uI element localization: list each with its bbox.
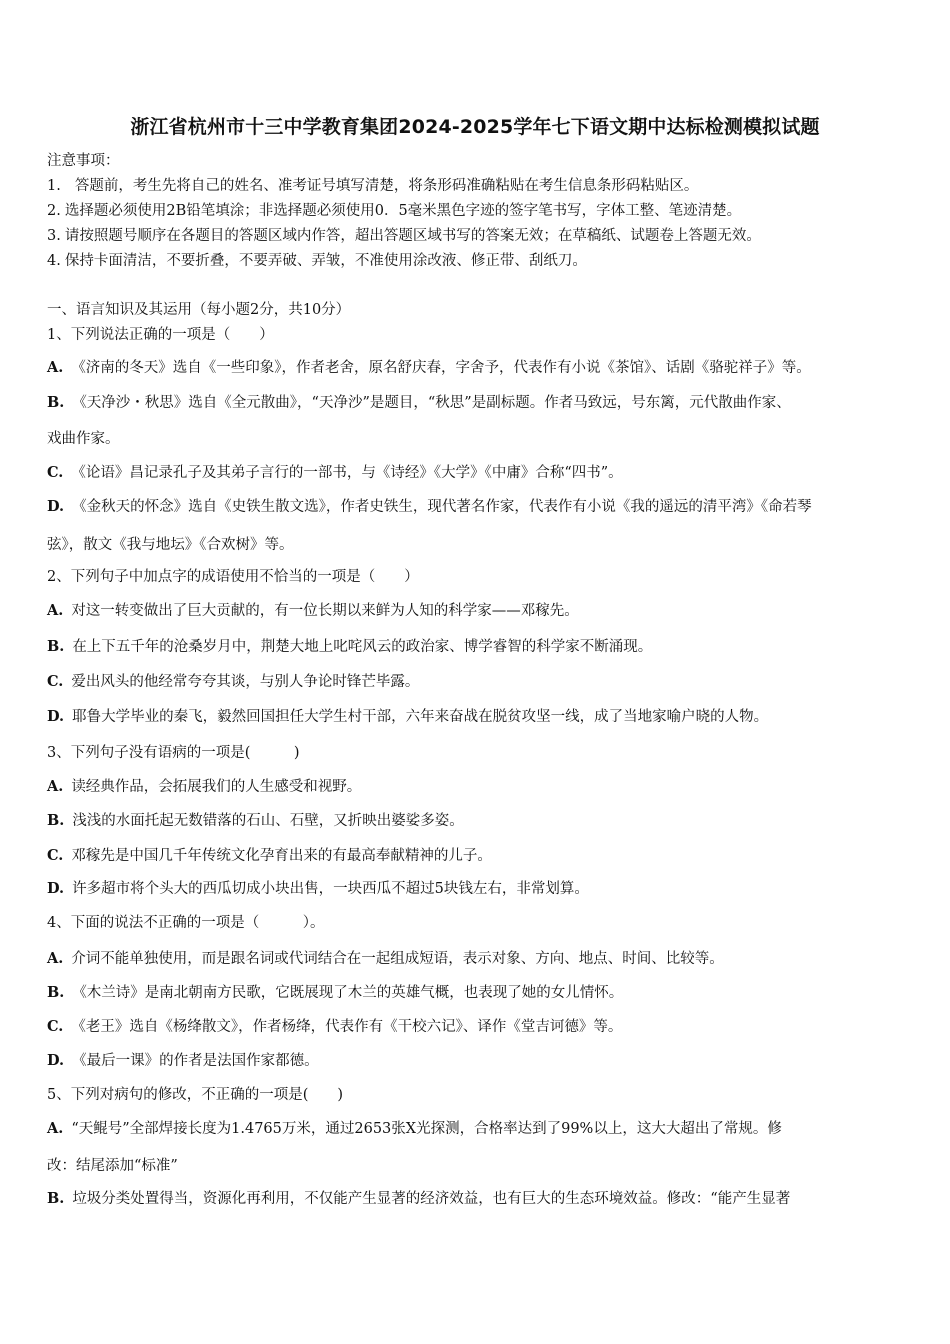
option-line — [47, 811, 464, 831]
option-text: 在上下五千年的沧桑岁月中，荆楚大地上叱咤风云的政治家、博学睿智的科学家不断涌现。 — [72, 639, 653, 655]
option-line — [47, 949, 724, 969]
option-text: 介词不能单独使用，而是跟名词或代词结合在一起组成短语，表示对象、方向、地点、时间、比较等。 — [71, 951, 724, 967]
option-line — [47, 463, 623, 483]
option-line — [47, 1189, 790, 1209]
notice-item — [47, 226, 761, 246]
question-stem: 2、下列句子中加点字的成语使用不恰当的一项是（ ） — [47, 569, 419, 585]
option-line — [47, 358, 811, 378]
notice-item-text: 保持卡面清洁，不要折叠，不要弄破、弄皱，不准使用涂改液、修正带、刮纸刀。 — [64, 253, 587, 269]
notice-item-number: 4. — [47, 253, 61, 269]
option-line — [47, 879, 589, 899]
option-continuation: 戏曲作家。 — [47, 431, 120, 447]
option-label: A. — [47, 950, 64, 967]
option-text: 《金秋天的怀念》选自《史铁生散文选》，作者史铁生，现代著名作家，代表作有小说《我的遥远的清平湾》《命若琴 — [72, 499, 812, 515]
notice-item — [47, 176, 698, 196]
option-label: B. — [47, 812, 65, 829]
option-line — [47, 393, 791, 413]
option-label: B. — [47, 1190, 65, 1207]
option-text: 对这一转变做出了巨大贡献的，有一位长期以来鲜为人知的科学家——邓稼先。 — [71, 603, 579, 619]
option-line — [47, 1017, 622, 1037]
option-label: D. — [47, 1052, 65, 1069]
option-label: D. — [47, 880, 65, 897]
option-line — [47, 983, 623, 1003]
option-text: 《济南的冬天》选自《一些印象》，作者老舍，原名舒庆春，字舍予，代表作有小说《茶馆》、话剧《骆驼祥子》等。 — [71, 360, 811, 376]
notice-item-text: 答题前，考生先将自己的姓名、准考证号填写清楚，将条形码准确粘贴在考生信息条形码粘贴区。 — [74, 178, 699, 194]
option-label: A. — [47, 359, 64, 376]
option-label: B. — [47, 394, 65, 411]
notice-item — [47, 251, 587, 271]
option-label: C. — [47, 847, 64, 864]
option-text: 爱出风头的他经常夸夸其谈，与别人争论时锋芒毕露。 — [71, 674, 420, 690]
option-label: A. — [47, 602, 64, 619]
notice-item-text: 选择题必须使用2B铅笔填涂；非选择题必须使用0．5毫米黑色字迹的签字笔书写，字体工整、笔迹清楚。 — [64, 203, 742, 219]
option-text: 垃圾分类处置得当，资源化再利用，不仅能产生显著的经济效益，也有巨大的生态环境效益。修改：“能产生显著 — [72, 1191, 791, 1207]
notice-item-number: 3. — [47, 228, 61, 244]
question-stem: 1、下列说法正确的一项是（ ） — [47, 327, 274, 343]
option-label: A. — [47, 778, 64, 795]
option-text: 《木兰诗》是南北朝南方民歌，它既展现了木兰的英雄气概，也表现了她的女儿情怀。 — [72, 985, 624, 1001]
option-line — [47, 846, 492, 866]
option-line — [47, 637, 652, 657]
option-text: 许多超市将个头大的西瓜切成小块出售，一块西瓜不超过5块钱左右，非常划算。 — [72, 881, 589, 897]
notice-heading: 注意事项： — [47, 153, 120, 169]
option-line — [47, 672, 419, 692]
option-text: 《老王》选自《杨绛散文》，作者杨绛，代表作有《干校六记》、译作《堂吉诃德》等。 — [71, 1019, 623, 1035]
option-line — [47, 777, 361, 797]
option-text: 耶鲁大学毕业的秦飞，毅然回国担任大学生村干部，六年来奋战在脱贫攻坚一线，成了当地家喻户晓的人物。 — [72, 709, 769, 725]
option-label: D. — [47, 498, 65, 515]
option-label: D. — [47, 708, 65, 725]
option-line — [47, 707, 768, 727]
question-stem: 3、下列句子没有语病的一项是( ) — [47, 745, 300, 761]
option-line — [47, 1119, 782, 1139]
question-stem: 4、下面的说法不正确的一项是（ ）。 — [47, 915, 325, 931]
notice-item-number: 2. — [47, 203, 61, 219]
exam-title: 浙江省杭州市十三中学教育集团2024-2025学年七下语文期中达标检测模拟试题 — [130, 116, 820, 138]
notice-item-number: 1. — [47, 178, 61, 194]
option-line — [47, 497, 812, 517]
question-stem: 5、下列对病句的修改，不正确的一项是( ) — [47, 1087, 344, 1103]
option-text: 浅浅的水面托起无数错落的石山、石壁，又折映出婆娑多姿。 — [72, 813, 464, 829]
notice-item — [47, 201, 741, 221]
option-label: A. — [47, 1120, 64, 1137]
option-continuation: 改：结尾添加“标准” — [47, 1158, 178, 1174]
option-label: C. — [47, 1018, 64, 1035]
option-label: C. — [47, 464, 64, 481]
option-text: 《论语》昌记录孔子及其弟子言行的一部书，与《诗经》《大学》《中庸》合称“四书”。 — [71, 465, 623, 481]
option-label: B. — [47, 638, 65, 655]
section-heading: 一、语言知识及其运用（每小题2分，共10分） — [47, 302, 351, 318]
option-continuation: 弦》，散文《我与地坛》《合欢树》等。 — [47, 537, 294, 553]
option-text: 读经典作品，会拓展我们的人生感受和视野。 — [71, 779, 362, 795]
option-text: 邓稼先是中国几千年传统文化孕育出来的有最高奉献精神的儿子。 — [71, 848, 492, 864]
option-text: 《天净沙・秋思》选自《全元散曲》，“天净沙”是题目，“秋思”是副标题。作者马致远，号东篱，元代散曲作家、 — [72, 395, 791, 411]
option-text: 《最后一课》的作者是法国作家都德。 — [72, 1053, 319, 1069]
option-text: “天鲲号”全部焊接长度为1.4765万米，通过2653张X光探测，合格率达到了99%以上，这大大超出了常规。修 — [71, 1121, 782, 1137]
option-line — [47, 1051, 319, 1071]
option-label: B. — [47, 984, 65, 1001]
notice-item-text: 请按照题号顺序在各题目的答题区域内作答，超出答题区域书写的答案无效；在草稿纸、试题卷上答题无效。 — [64, 228, 761, 244]
option-line — [47, 601, 579, 621]
option-label: C. — [47, 673, 64, 690]
